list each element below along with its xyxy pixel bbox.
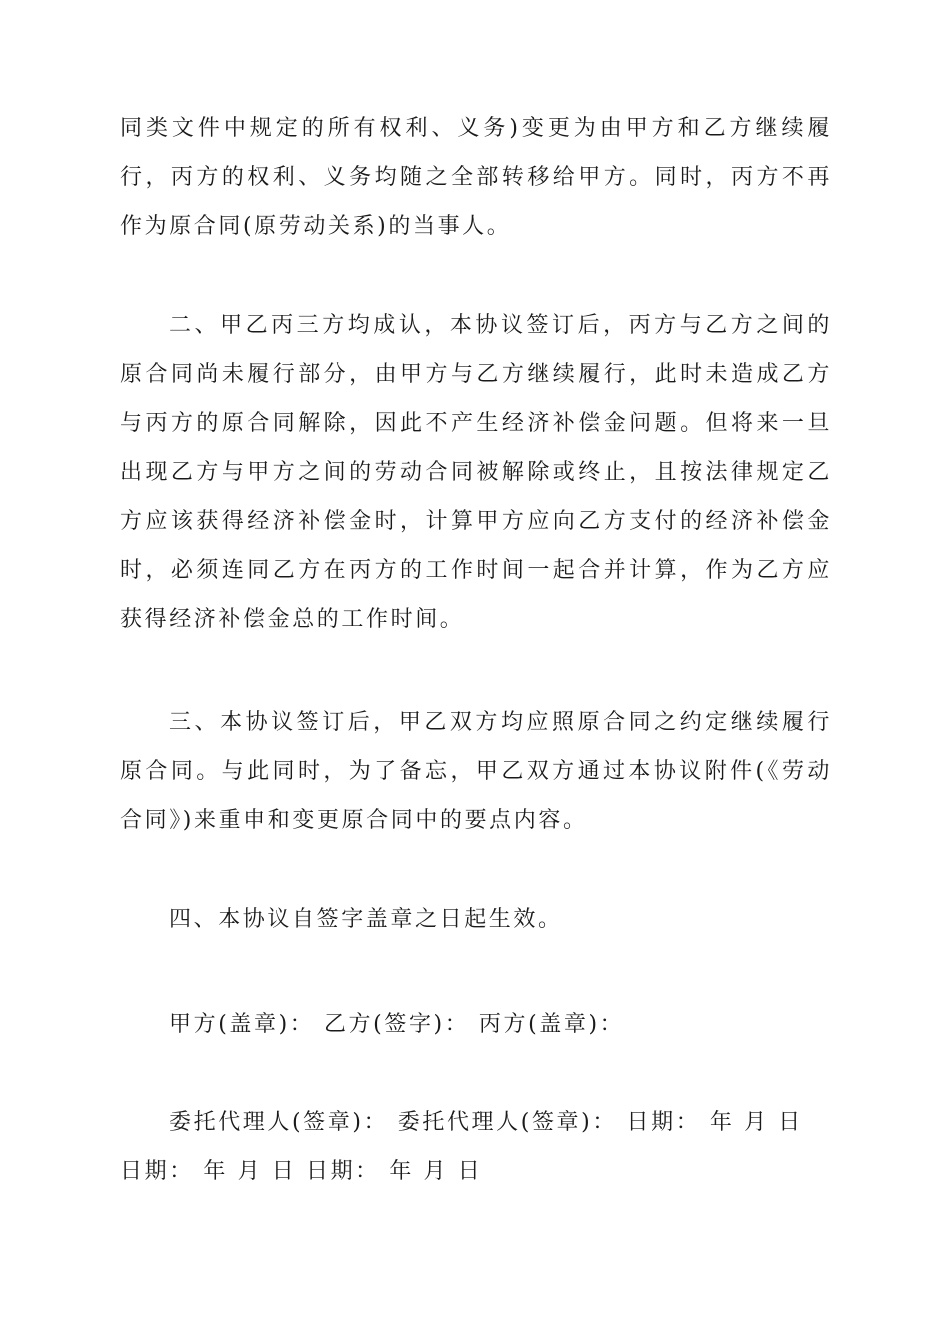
signature-dates-line: 日期： 年 月 日 日期： 年 月 日 (120, 1159, 483, 1184)
paragraph-continuation: 同类文件中规定的所有权利、义务)变更为由甲方和乙方继续履行，丙方的权利、义务均随之全部转移给甲方。同时，丙方不再作为原合同(原劳动关系)的当事人。 (120, 116, 832, 239)
signature-agents-line: 委托代理人(签章)： 委托代理人(签章)： 日期： 年 月 日 (169, 1110, 803, 1135)
paragraph-clause-2: 二、甲乙丙三方均成认，本协议签订后，丙方与乙方之间的原合同尚未履行部分，由甲方与乙方继续履行，此时未造成乙方与丙方的原合同解除，因此不产生经济补偿金问题。但将来一旦出现乙方与甲方之间的劳动合同被解除或终止，且按法律规定乙方应该获得经济补偿金时，计算甲方应向乙方支付的经济补偿金时，必须连同乙方在丙方的工作时间一起合并计算，作为乙方应获得经济补偿金总的工作时间。 (120, 313, 832, 632)
paragraph-clause-4: 四、本协议自签字盖章之日起生效。 (169, 907, 563, 932)
signature-parties-line: 甲方(盖章)： 乙方(签字)： 丙方(盖章)： (169, 1012, 625, 1037)
paragraph-clause-3: 三、本协议签订后，甲乙双方均应照原合同之约定继续履行原合同。与此同时，为了备忘，甲乙双方通过本协议附件(《劳动合同》)来重申和变更原合同中的要点内容。 (120, 710, 832, 833)
